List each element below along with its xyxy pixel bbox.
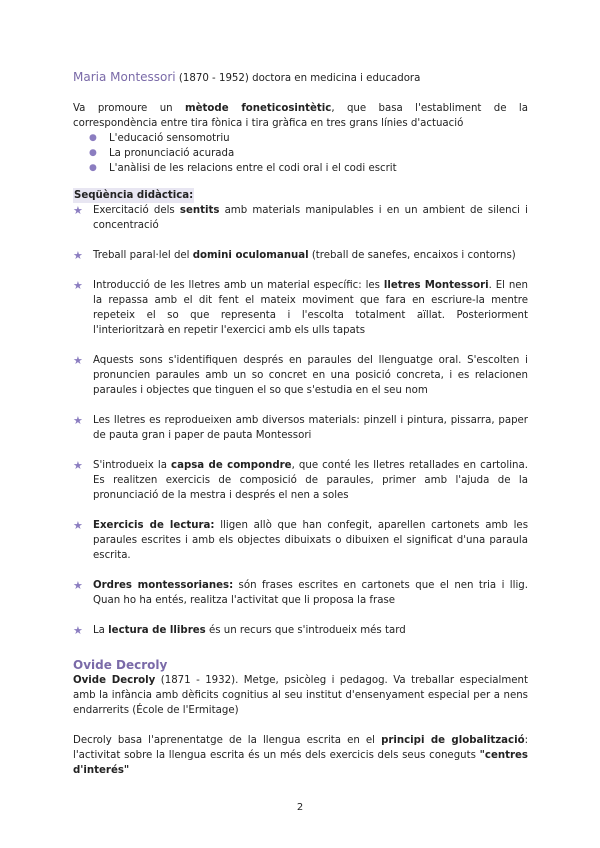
montessori-bio: (1870 - 1952) doctora en medicina i educadora (178, 73, 421, 84)
decroly-heading: Ovide Decroly (73, 658, 168, 672)
montessori-intro: Va promoure un mètode foneticosintètic, que basa l'establiment de la correspondència entre tira fònica i tira gràfica en tres grans línies d'actuació (73, 103, 528, 129)
list-item: ★ Aquests sons s'identifiquen després en paraules del llenguatge oral. S'escolten i pronuncien paraules amb un so concret en una posició concreta, i es relacionen paraules i objectes que tinguen el so que s'estudia en el seu nom (73, 354, 528, 396)
star-bullet-icon: ★ (73, 354, 83, 367)
list-item: ● L'educació sensomotriu (89, 133, 230, 144)
list-item: ★ Treball paral·lel del domini oculomanual (treball de sanefes, encaixos i contorns) (73, 249, 516, 262)
page-number: 2 (296, 802, 304, 813)
list-item: ★ Exercitació dels sentits amb materials manipulables i en un ambient de silenci i concentració (73, 204, 528, 231)
star-bullet-icon: ★ (73, 414, 83, 427)
steps-list (73, 203, 528, 638)
lines-list (73, 131, 528, 176)
list-item: ● La pronunciació acurada (89, 148, 235, 159)
star-bullet-icon: ★ (73, 249, 83, 262)
dot-bullet-icon: ● (89, 148, 97, 158)
list-item: ★ La lectura de llibres és un recurs que s'introdueix més tard (73, 624, 406, 637)
decroly-bio: Ovide Decroly (1871 - 1932). Metge, psicòleg i pedagog. Va treballar especialment amb la infància amb dèficits cognitius al seu institut d'ensenyament especial per a nens endarrerits (École de l'Ermitage) (73, 675, 528, 716)
list-item: ★ Les lletres es reprodueixen amb diversos materials: pinzell i pintura, pissarra, paper de pauta gran i paper de pauta Montessori (73, 414, 528, 441)
list-item: ★ Introducció de les lletres amb un material específic: les lletres Montessori. El nen la repassa amb el dit fent el mateix moviment que fara en escriure-la mentre repeteix el so que representa i l'escolta totalment aïllat. Posteriorment l'interioritzarà en repetir l'exercici amb els ulls tapats (73, 279, 528, 336)
sequence-title: Seqüència didàctica: (74, 190, 194, 201)
dot-bullet-icon: ● (89, 163, 97, 173)
star-bullet-icon: ★ (73, 204, 83, 217)
star-bullet-icon: ★ (73, 459, 83, 472)
decroly-principle: Decroly basa l'aprenentatge de la llengua escrita en el principi de globalització: l'activitat sobre la llengua escrita és un més dels exercicis dels seus coneguts "centres d'interés" (73, 735, 529, 776)
list-item: ★ Ordres montessorianes: són frases escrites en cartonets que el nen tria i llig. Quan ho ha entés, realitza l'activitat que li proposa la frase (73, 579, 528, 606)
dot-bullet-icon: ● (89, 133, 97, 143)
star-bullet-icon: ★ (73, 519, 83, 532)
star-bullet-icon: ★ (73, 624, 83, 637)
star-bullet-icon: ★ (73, 279, 83, 292)
list-item: ● L'anàlisi de les relacions entre el codi oral i el codi escrit (89, 163, 397, 174)
list-item: ★ S'introdueix la capsa de compondre, que conté les lletres retallades en cartolina. Es realitzen exercicis de composició de paraules, primer amb l'ajuda de la pronunciació de la mestra i després el nen a soles (73, 459, 528, 501)
star-bullet-icon: ★ (73, 579, 83, 592)
montessori-name: Maria Montessori (73, 70, 176, 84)
document-page (73, 70, 528, 778)
list-item: ★ Exercicis de lectura: lligen allò que han confegit, aparellen cartonets amb les paraules escrites i amb els objectes dibuixats o dibuixen el significat d'una paraula escrita. (73, 519, 529, 561)
montessori-heading (73, 70, 528, 86)
